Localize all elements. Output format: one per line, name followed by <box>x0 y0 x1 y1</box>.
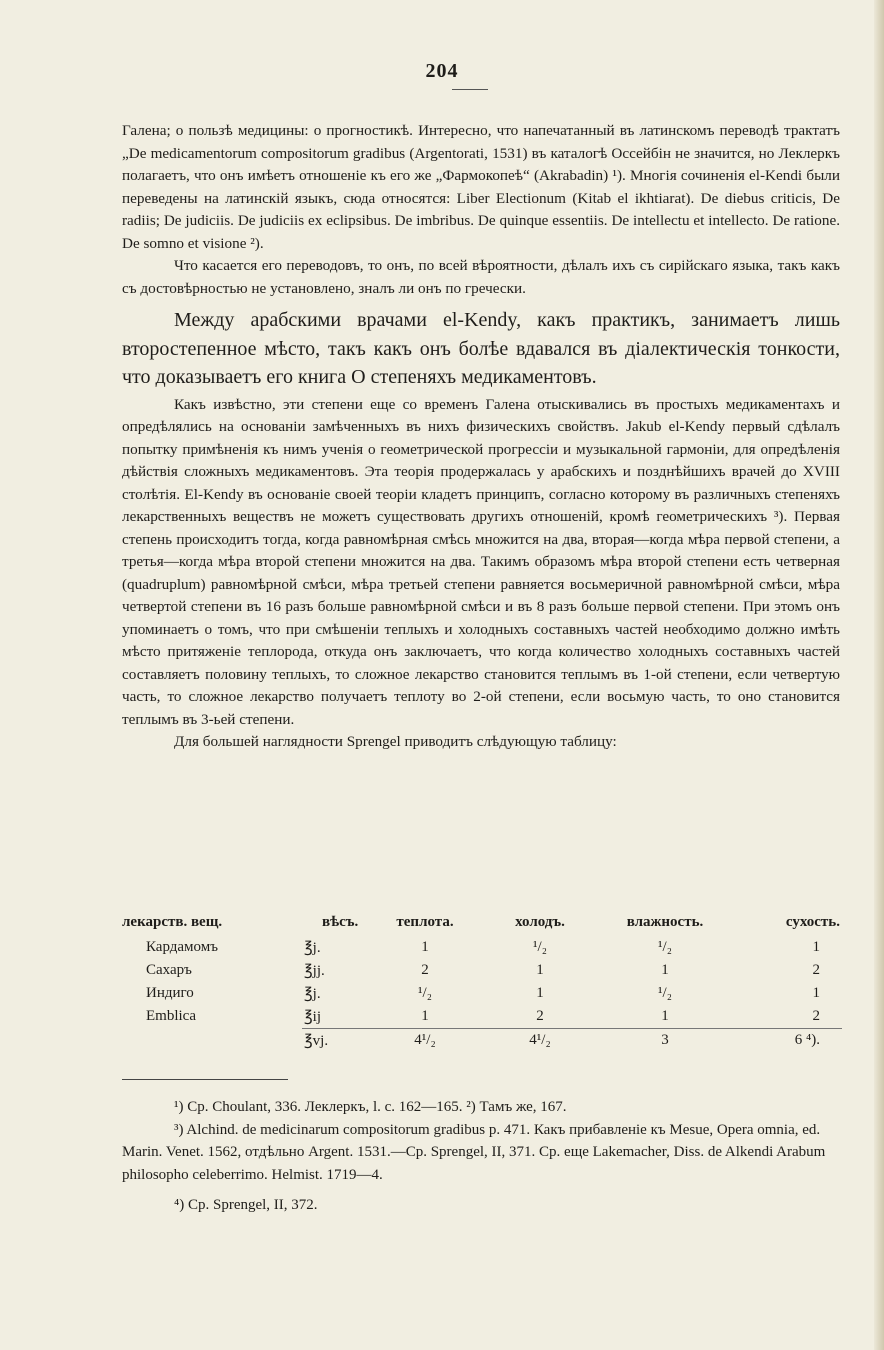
cell-heat: ¹/₂ <box>418 985 432 1001</box>
cell-total-heat: 4¹/₂ <box>414 1032 436 1048</box>
cell-cold: 1 <box>536 962 544 978</box>
table-row <box>122 936 840 959</box>
cell-moisture: ¹/₂ <box>658 939 672 955</box>
cell-heat: 2 <box>421 962 429 978</box>
cell-cold: 2 <box>536 1008 544 1024</box>
cell-dryness: 1 <box>812 985 820 1001</box>
header-moisture: влажность. <box>626 913 704 930</box>
paragraph-translations: Что касается его переводовъ, то онъ, по всей вѣроятности, дѣлалъ ихъ съ сирійскаго языка, такъ какъ съ достовѣрностью не установлено, зналъ ли онъ по гречески. <box>122 257 840 297</box>
paragraph-galen: Галена; о пользѣ медицины: о прогностикѣ. Интересно, что напечатанный въ латинскомъ переводѣ трактатъ „De medicamentorum compositorum gradibus (Argentorati, 1531) въ каталогѣ Оссейбін не значится, но Леклеркъ полагаетъ, что онъ имѣетъ отношеніе къ его же „Фармокопеѣ“ (Akrabadin) ¹). Многія сочиненія el-Kendi были переведены на латинскій языкъ, сюда относятся: Liber Electionum (Kitab el ikhtiarat). De diebus criticis, De radiis; De judiciis. De judiciis ex eclipsibus. De imbribus. De quinque essentiis. De intellectu et intellecto. De ratione. De somno et visione ²). <box>122 122 840 252</box>
header-heat: теплота. <box>396 913 454 930</box>
paragraph-degrees-theory: Какъ извѣстно, эти степени еще со временъ Галена отыскивались въ простыхъ медикаментахъ и опредѣлялись на основаніи замѣченныхъ въ нихъ физическихъ свойствъ. Jakub el-Kendy первый сдѣлалъ попытку примѣненія къ нимъ ученія о геометрической прогрессіи и музыкальной гармоніи, для опредѣленія дѣйствія сложныхъ медикаментовъ. Эта теорія продержалась у арабскихъ и позднѣйшихъ врачей до XVIII столѣтія. El-Kendy въ основаніе своей теоріи кладетъ принципъ, согласно которому въ различныхъ степеняхъ лекарственныхъ веществъ не можетъ существовать другихъ отношеній, кромѣ геометрическихъ ³). Первая степень происходитъ тогда, когда равномѣрная смѣсь множится на два, вторая—когда мѣра первой степени, а третья—когда мѣра второй степени множится на два. Такимъ образомъ мѣра второй степени есть четверная (quadruplum) равномѣрной смѣси, мѣра третьей степени равняется восьмеричной равномѣрной смѣси, мѣра четвертой степени въ 16 разъ больше равномѣрной смѣси и въ 8 разъ больше первой степени. При этомъ онъ упоминаетъ о томъ, что при смѣшеніи теплыхъ и холодныхъ составныхъ частей необходимо должно имѣть мѣсто притяженіе теплорода, откуда онъ заключаетъ, что когда количество холодныхъ составныхъ частей составляетъ половину теплыхъ, то сложное лекарство становится теплымъ въ 1-ой степени, если четвертую часть, то сложное лекарство получаетъ теплоту во 2-ой степени, если восьмую часть, то оно становится теплымъ въ 3-ьей степени. <box>122 395 840 728</box>
table-row <box>122 959 840 982</box>
header-cold: холодъ. <box>515 913 565 930</box>
table-total-row <box>122 1029 840 1052</box>
cell-total-weight: ℥vj. <box>304 1033 329 1049</box>
cell-cold: 1 <box>536 985 544 1001</box>
header-weight: вѣсъ. <box>322 913 359 930</box>
cell-weight: ℥j. <box>304 986 321 1002</box>
cell-weight: ℥ij <box>304 1009 321 1025</box>
cell-total-cold: 4¹/₂ <box>529 1032 551 1048</box>
table-row <box>122 1005 840 1028</box>
footnote-separator <box>122 1079 288 1080</box>
cell-moisture: ¹/₂ <box>658 985 672 1001</box>
cell-heat: 1 <box>421 1008 429 1024</box>
cell-weight: ℥j. <box>304 940 321 956</box>
cell-substance: Сахаръ <box>146 962 192 978</box>
header-dryness: сухость. <box>785 913 840 930</box>
footnote-1-2: ¹) Ср. Choulant, 336. Леклеркъ, l. c. 162—165. ²) Тамъ же, 167. <box>174 1099 567 1115</box>
page-edge-shadow <box>874 0 884 1350</box>
cell-substance: Индиго <box>146 985 194 1001</box>
page-number: 204 <box>425 60 459 82</box>
paragraph-el-kendy-practitioner: Между арабскими врачами el-Kendy, какъ практикъ, занимаетъ лишь второстепенное мѣсто, такъ какъ онъ болѣе вдавался въ діалектическія тонкости, что доказываетъ его книга О степеняхъ медикаментовъ. <box>122 309 840 388</box>
cell-heat: 1 <box>421 939 429 955</box>
cell-substance: Кардамомъ <box>146 939 219 955</box>
table-header-row <box>122 908 840 936</box>
cell-weight: ℥jj. <box>304 963 325 979</box>
header-substance: лекарств. вещ. <box>122 913 223 930</box>
footnotes <box>122 1096 840 1217</box>
cell-total-moisture: 3 <box>661 1032 669 1048</box>
cell-dryness: 1 <box>812 939 820 955</box>
cell-moisture: 1 <box>661 1008 669 1024</box>
cell-dryness: 2 <box>812 962 820 978</box>
cell-moisture: 1 <box>661 962 669 978</box>
paragraph-table-intro: Для большей наглядности Sprengel приводитъ слѣдующую таблицу: <box>174 733 617 750</box>
cell-cold: ¹/₂ <box>533 939 547 955</box>
body-text <box>122 120 840 754</box>
footnote-4: ⁴) Ср. Sprengel, II, 372. <box>174 1197 318 1213</box>
cell-substance: Emblica <box>146 1008 196 1024</box>
footnote-3: ³) Alchind. de medicinarum compositorum gradibus p. 471. Какъ прибавленіе къ Mesue, Opera omnia, ed. Marin. Venet. 1562, отдѣльно Argent. 1531.—Ср. Sprengel, II, 371. Ср. еще Lakemacher, Diss. de Alkendi Arabum philosopho celeberrimo. Helmist. 1719—4. <box>122 1121 826 1183</box>
cell-total-dryness: 6 ⁴). <box>794 1032 820 1048</box>
table-row <box>122 982 840 1005</box>
page-number-underline <box>452 89 488 90</box>
cell-dryness: 2 <box>812 1008 820 1024</box>
medicament-degrees-table <box>122 908 840 1052</box>
